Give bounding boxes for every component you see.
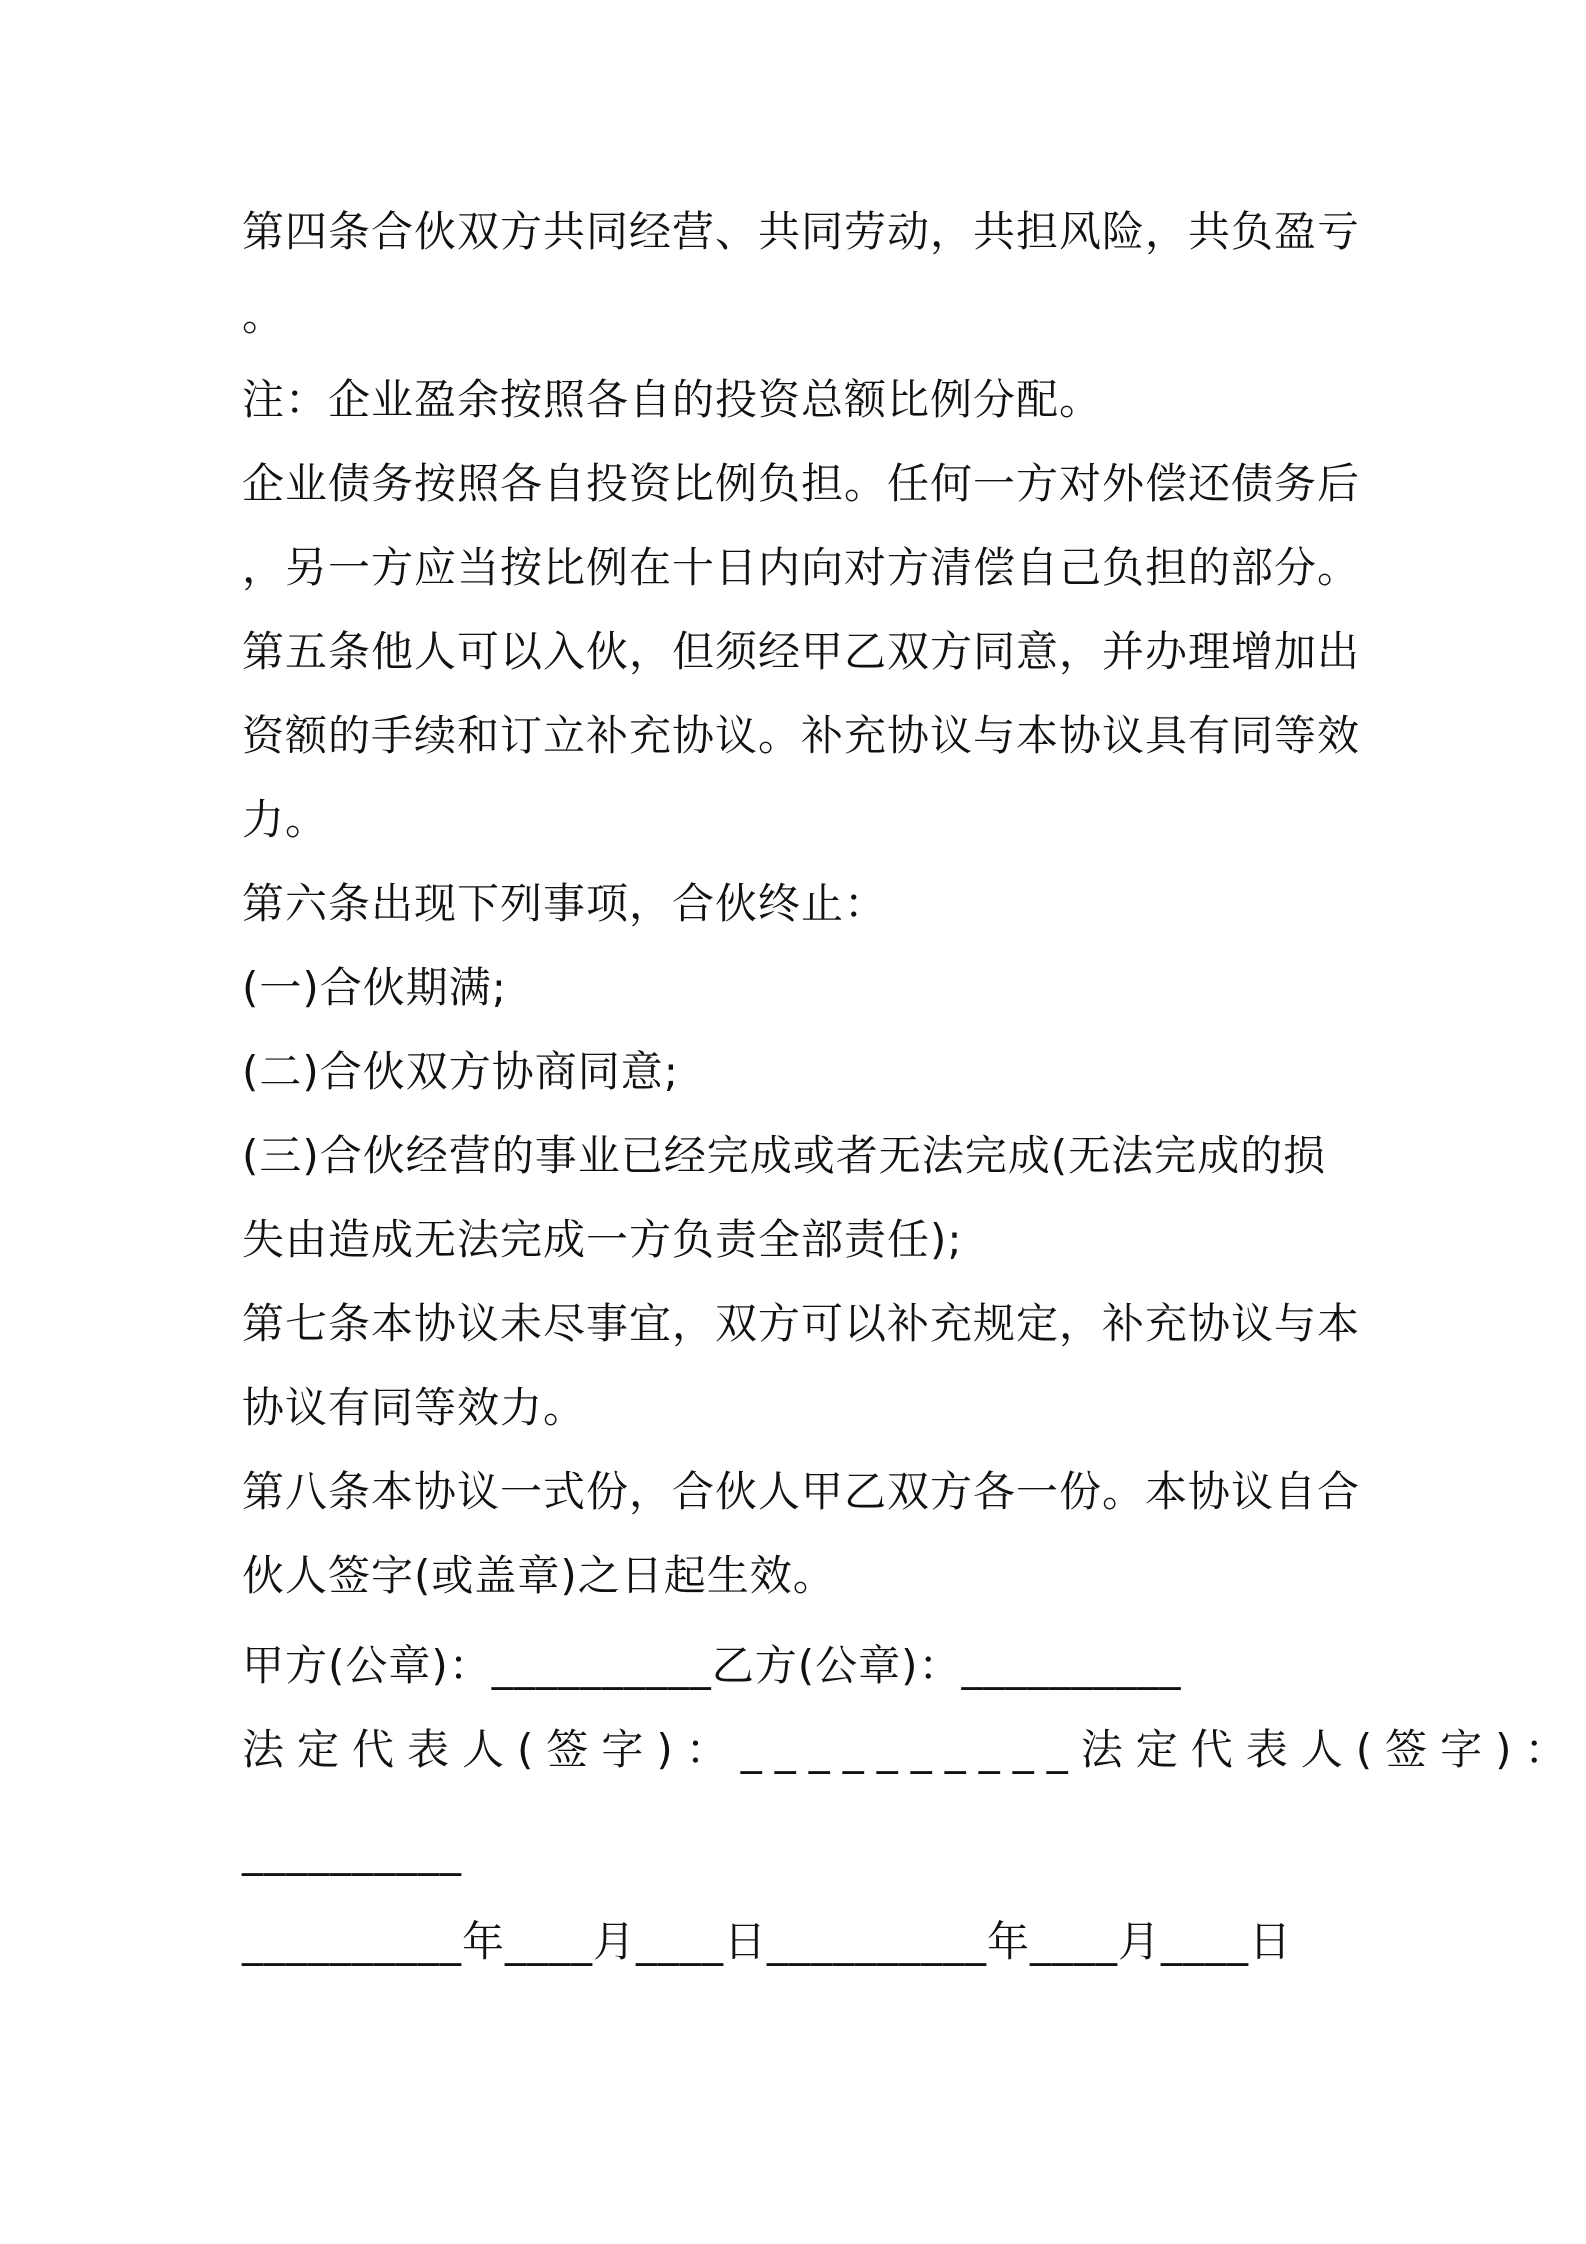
note-profit-line: 注：企业盈余按照各自的投资总额比例分配。 [242,375,1103,424]
article-7-line-1: 第七条本协议未尽事宜，双方可以补充规定，补充协议与本 [242,1299,1361,1348]
article-7-line-2: 协议有同等效力。 [242,1383,587,1432]
debt-line-1: 企业债务按照各自投资比例负担。任何一方对外偿还债务后 [242,459,1361,508]
article-4-line-2: 。 [242,291,286,340]
article-6-item-2: (二)合伙双方协商同意; [242,1047,679,1096]
article-5-line-1: 第五条他人可以入伙，但须经甲乙双方同意，并办理增加出 [242,627,1361,676]
document-body [242,190,1580,1984]
article-5-line-3: 力。 [242,795,329,844]
article-4-line-1: 第四条合伙双方共同经营、共同劳动，共担风险，共负盈亏 [242,207,1361,256]
article-6-item-3-line-1: (三)合伙经营的事业已经完成或者无法完成(无法完成的损 [242,1131,1327,1180]
signing-date-line: __________年____月____日__________年____月____日 [242,1917,1293,1966]
article-6-heading: 第六条出现下列事项，合伙终止： [242,879,888,928]
article-6-item-1: (一)合伙期满; [242,963,507,1012]
debt-line-2: ，另一方应当按比例在十日内向对方清偿自己负担的部分。 [242,543,1361,592]
article-6-item-3-line-2: 失由造成无法完成一方负责全部责任); [242,1215,963,1264]
article-5-line-2: 资额的手续和订立补充协议。补充协议与本协议具有同等效 [242,711,1361,760]
party-seal-line: 甲方(公章)：__________乙方(公章)：__________ [242,1641,1182,1690]
article-8-line-1: 第八条本协议一式份，合伙人甲乙双方各一份。本协议自合 [242,1467,1361,1516]
legal-rep-signature-line: 法定代表人(签字)：__________法定代表人(签字)： [242,1725,1580,1774]
article-8-line-2: 伙人签字(或盖章)之日起生效。 [242,1551,836,1600]
signature-blank-line: __________ [242,1827,462,1876]
